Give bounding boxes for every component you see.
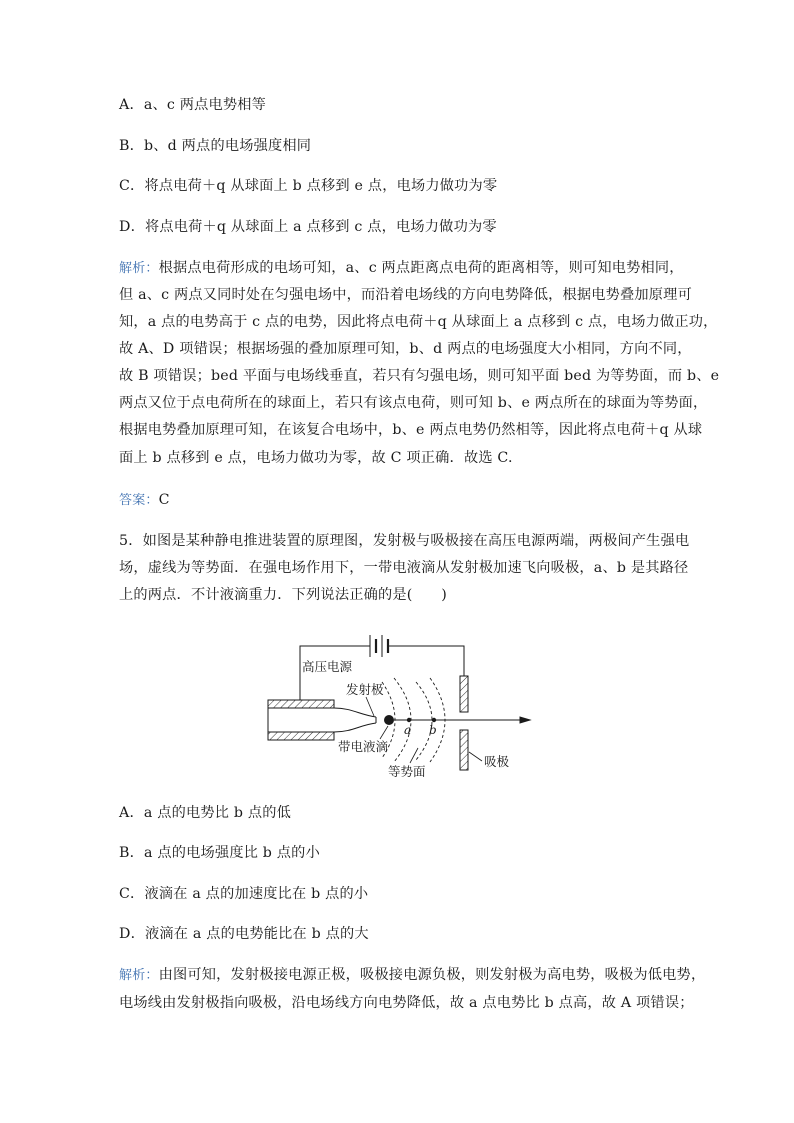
q4-analysis-line-1: 解析：根据点电荷形成的电场可知，a、c 两点距离点电荷的距离相等，则可知电势相同，: [119, 260, 684, 276]
emitter-nozzle: [334, 708, 376, 732]
point-b-dot: [432, 718, 436, 722]
label-emitter: 发射极: [346, 682, 384, 697]
q5-stem-line-2: 场，虚线为等势面．在强电场作用下，一带电液滴从发射极加速飞向吸极，a、b 是其路径: [119, 560, 689, 576]
label-point-b: b: [429, 723, 437, 737]
label-absorber: 吸极: [484, 754, 510, 769]
battery-icon: [370, 635, 388, 657]
label-point-a: a: [404, 723, 412, 737]
q5-stem-line-1: 5．如图是某种静电推进装置的原理图，发射极与吸极接在高压电源两端，两极间产生强电: [119, 533, 690, 549]
q5-option-b: B．a 点的电场强度比 b 点的小: [119, 845, 320, 861]
answer-value: C: [158, 492, 170, 508]
q4-option-b: B．b、d 两点的电场强度相同: [119, 138, 312, 154]
absorber-leader-line: [469, 752, 482, 761]
q5-option-c: C．液滴在 a 点的加速度比在 b 点的小: [119, 886, 369, 902]
label-droplet: 带电液滴: [338, 739, 389, 754]
q4-answer: [119, 490, 170, 511]
field-line: [394, 717, 530, 723]
q4-analysis-line-7: 根据电势叠加原理可知，在该复合电场中，b、e 两点电势仍然相等，因此将点电荷＋q 从球: [119, 422, 703, 438]
q4-analysis-line-6: 两点又位于点电荷所在的球面上，若只有该点电荷，则可知 b、e 两点所在的球面为等势面，: [119, 395, 708, 411]
droplet-icon: [384, 715, 394, 725]
q4-analysis-line-5: 故 B 项错误；bed 平面与电场线垂直，若只有匀强电场，则可知平面 bed 为等势面，而 b、e: [119, 368, 720, 384]
emitter-leader-line: [366, 697, 374, 716]
q5-analysis-line-2: 电场线由发射极指向吸极，沿电场线方向电势降低，故 a 点电势比 b 点高，故 A 项错误；: [119, 995, 694, 1011]
q4-option-d: D．将点电荷＋q 从球面上 a 点移到 c 点，电场力做功为零: [119, 219, 497, 235]
q4-option-a: A．a、c 两点电势相等: [119, 97, 267, 113]
label-equipotential: 等势面: [388, 764, 426, 779]
q5-stem-line-3: 上的两点．不计液滴重力．下列说法正确的是( ): [119, 587, 447, 603]
q4-option-c: C．将点电荷＋q 从球面上 b 点移到 e 点，电场力做功为零: [119, 178, 498, 194]
equipotential-leader-line: [410, 748, 418, 763]
q4-analysis-line-2: 但 a、c 两点又同时处在匀强电场中，而沿着电场线的方向电势降低，根据电势叠加原理可: [119, 287, 692, 303]
label-power: 高压电源: [302, 659, 353, 674]
emitter-tube: [268, 700, 334, 740]
q4-analysis-line-8: 面上 b 点移到 e 点，电场力做功为零，故 C 项正确．故选 C.: [119, 450, 513, 466]
answer-tag: 答案：: [119, 493, 159, 508]
absorber-plate-lower: [460, 730, 468, 770]
absorber-plate-upper: [460, 676, 468, 712]
droplet-leader-line: [380, 726, 388, 739]
q5-option-a: A．a 点的电势比 b 点的低: [119, 805, 292, 821]
analysis-tag: 解析：: [119, 261, 159, 276]
q4-analysis-line-3: 知，a 点的电势高于 c 点的电势，因此将点电荷＋q 从球面上 a 点移到 c 点，电场力做正功，: [119, 314, 718, 330]
q4-analysis-line-4: 故 A、D 项错误；根据场强的叠加原理可知，b、d 两点的电场强度大小相同，方向不同，: [119, 341, 692, 357]
analysis-tag: 解析：: [119, 968, 159, 983]
q5-option-d: D．液滴在 a 点的电势能比在 b 点的大: [119, 926, 369, 942]
electrostatic-thruster-diagram: [262, 620, 542, 790]
q5-analysis-line-1: 解析：由图可知，发射极接电源正极，吸极接电源负极，则发射极为高电势，吸极为低电势，: [119, 967, 706, 983]
